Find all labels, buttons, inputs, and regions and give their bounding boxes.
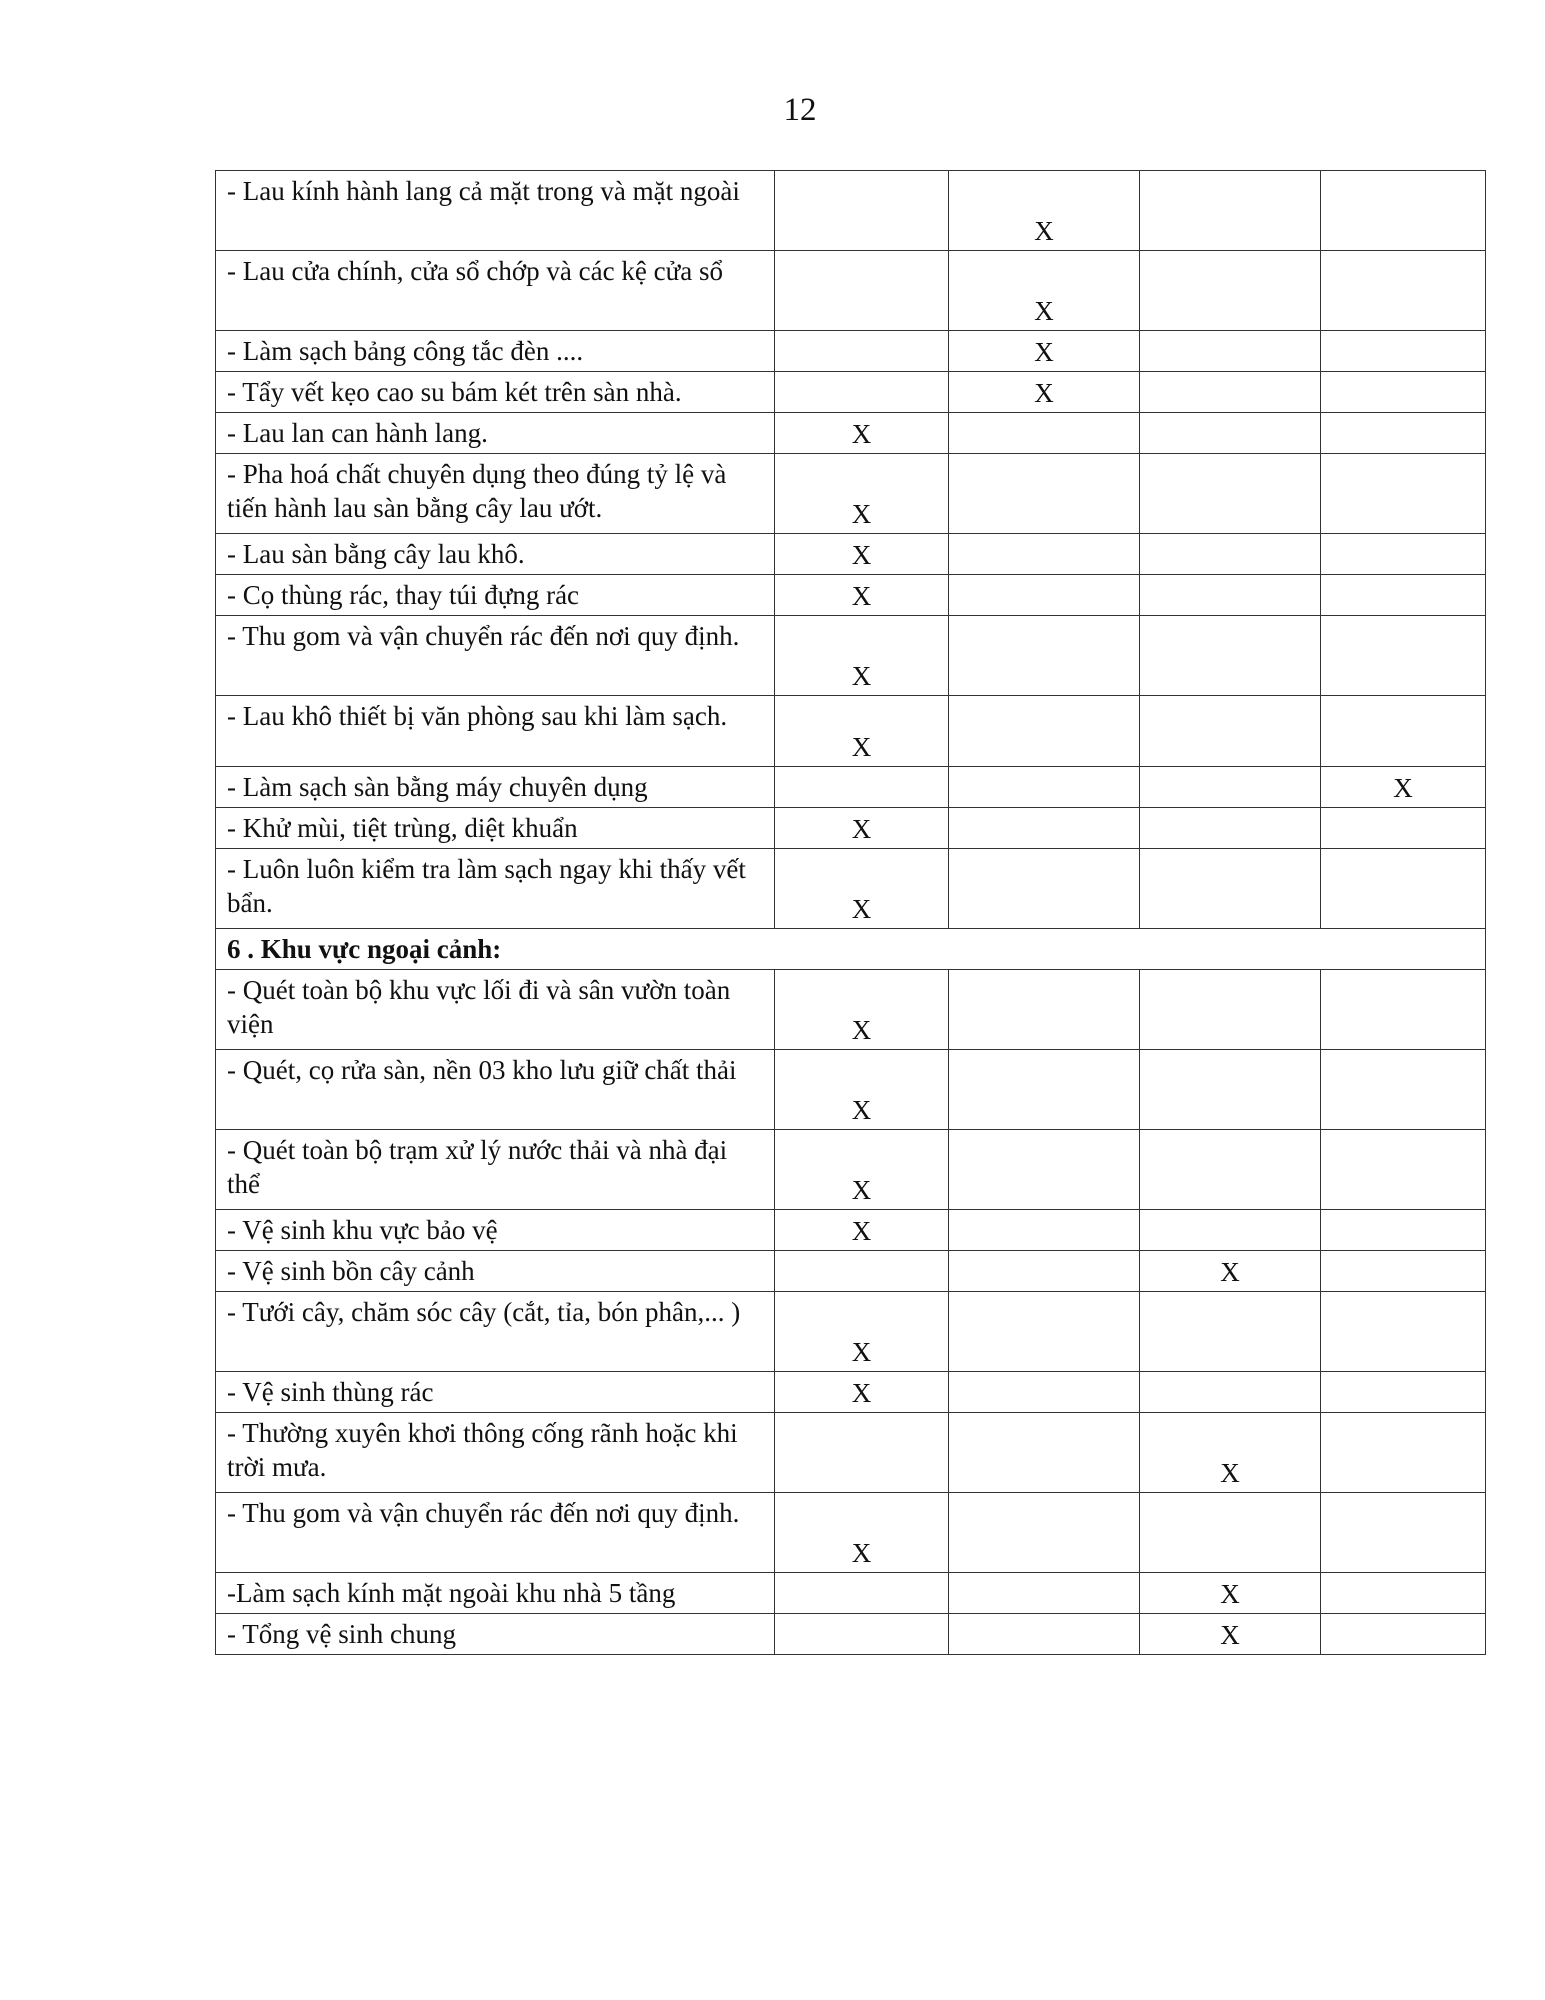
other-mark <box>1321 1292 1486 1372</box>
table-row <box>216 1251 1486 1292</box>
table-row <box>216 1372 1486 1413</box>
other-mark <box>1321 1372 1486 1413</box>
other-mark <box>1321 372 1486 413</box>
daily-mark: X <box>775 534 949 575</box>
table-row <box>216 696 1486 767</box>
task-cell: - Lau cửa chính, cửa sổ chớp và các kệ cửa sổ <box>216 251 775 331</box>
monthly-mark <box>1140 808 1321 849</box>
table-row <box>216 808 1486 849</box>
table-row <box>216 1130 1486 1210</box>
monthly-mark: X <box>1140 1413 1321 1493</box>
daily-mark: X <box>775 454 949 534</box>
daily-mark: X <box>775 808 949 849</box>
weekly-mark <box>949 1493 1140 1573</box>
table-row <box>216 849 1486 929</box>
other-mark <box>1321 1413 1486 1493</box>
daily-mark: X <box>775 413 949 454</box>
other-mark <box>1321 1050 1486 1130</box>
task-cell: - Thường xuyên khơi thông cống rãnh hoặc khi trời mưa. <box>216 1413 775 1493</box>
daily-mark <box>775 171 949 251</box>
daily-mark <box>775 767 949 808</box>
table-row <box>216 1614 1486 1655</box>
other-mark <box>1321 1210 1486 1251</box>
weekly-mark <box>949 1413 1140 1493</box>
other-mark <box>1321 1573 1486 1614</box>
weekly-mark: X <box>949 331 1140 372</box>
monthly-mark <box>1140 454 1321 534</box>
daily-mark: X <box>775 1050 949 1130</box>
task-cell: - Cọ thùng rác, thay túi đựng rác <box>216 575 775 616</box>
weekly-mark <box>949 616 1140 696</box>
table-row <box>216 575 1486 616</box>
daily-mark <box>775 251 949 331</box>
other-mark <box>1321 413 1486 454</box>
table-row <box>216 1050 1486 1130</box>
task-cell: - Tưới cây, chăm sóc cây (cắt, tỉa, bón phân,... ) <box>216 1292 775 1372</box>
daily-mark <box>775 1573 949 1614</box>
other-mark <box>1321 1130 1486 1210</box>
task-cell: - Lau khô thiết bị văn phòng sau khi làm sạch. <box>216 696 775 767</box>
table-row <box>216 251 1486 331</box>
task-cell: - Luôn luôn kiểm tra làm sạch ngay khi thấy vết bẩn. <box>216 849 775 929</box>
weekly-mark: X <box>949 372 1140 413</box>
task-cell: - Quét toàn bộ khu vực lối đi và sân vườn toàn viện <box>216 970 775 1050</box>
weekly-mark <box>949 1050 1140 1130</box>
other-mark <box>1321 534 1486 575</box>
weekly-mark <box>949 1372 1140 1413</box>
other-mark <box>1321 575 1486 616</box>
weekly-mark <box>949 1614 1140 1655</box>
monthly-mark: X <box>1140 1573 1321 1614</box>
daily-mark: X <box>775 970 949 1050</box>
table-row <box>216 1292 1486 1372</box>
monthly-mark <box>1140 970 1321 1050</box>
monthly-mark <box>1140 1372 1321 1413</box>
weekly-mark <box>949 413 1140 454</box>
daily-mark <box>775 331 949 372</box>
task-cell: - Lau sàn bằng cây lau khô. <box>216 534 775 575</box>
other-mark <box>1321 696 1486 767</box>
other-mark <box>1321 970 1486 1050</box>
other-mark <box>1321 808 1486 849</box>
weekly-mark <box>949 534 1140 575</box>
cleaning-schedule-table <box>215 170 1486 1655</box>
monthly-mark <box>1140 1493 1321 1573</box>
task-cell: - Lau lan can hành lang. <box>216 413 775 454</box>
task-cell: - Lau kính hành lang cả mặt trong và mặt ngoài <box>216 171 775 251</box>
monthly-mark <box>1140 616 1321 696</box>
monthly-mark <box>1140 413 1321 454</box>
monthly-mark <box>1140 849 1321 929</box>
other-mark <box>1321 454 1486 534</box>
other-mark <box>1321 1614 1486 1655</box>
daily-mark: X <box>775 1210 949 1251</box>
section-header-row <box>216 929 1486 970</box>
weekly-mark <box>949 1573 1140 1614</box>
weekly-mark: X <box>949 251 1140 331</box>
other-mark <box>1321 1493 1486 1573</box>
table-row <box>216 331 1486 372</box>
task-cell: - Quét, cọ rửa sàn, nền 03 kho lưu giữ chất thải <box>216 1050 775 1130</box>
monthly-mark: X <box>1140 1614 1321 1655</box>
weekly-mark <box>949 1210 1140 1251</box>
monthly-mark: X <box>1140 1251 1321 1292</box>
weekly-mark <box>949 1251 1140 1292</box>
section-title: 6 . Khu vực ngoại cảnh: <box>216 929 1486 970</box>
weekly-mark <box>949 970 1140 1050</box>
monthly-mark <box>1140 696 1321 767</box>
other-mark <box>1321 171 1486 251</box>
task-cell: - Làm sạch bảng công tắc đèn .... <box>216 331 775 372</box>
other-mark <box>1321 849 1486 929</box>
other-mark <box>1321 1251 1486 1292</box>
daily-mark: X <box>775 616 949 696</box>
table-row <box>216 413 1486 454</box>
weekly-mark <box>949 767 1140 808</box>
monthly-mark <box>1140 767 1321 808</box>
other-mark <box>1321 331 1486 372</box>
weekly-mark <box>949 454 1140 534</box>
task-cell: - Thu gom và vận chuyển rác đến nơi quy định. <box>216 1493 775 1573</box>
daily-mark: X <box>775 696 949 767</box>
task-cell: - Quét toàn bộ trạm xử lý nước thải và nhà đại thể <box>216 1130 775 1210</box>
daily-mark: X <box>775 575 949 616</box>
table-row <box>216 1493 1486 1573</box>
table-row <box>216 372 1486 413</box>
table-row <box>216 1573 1486 1614</box>
weekly-mark <box>949 575 1140 616</box>
daily-mark: X <box>775 849 949 929</box>
monthly-mark <box>1140 1050 1321 1130</box>
page-number: 12 <box>783 92 817 128</box>
weekly-mark: X <box>949 171 1140 251</box>
weekly-mark <box>949 808 1140 849</box>
daily-mark: X <box>775 1292 949 1372</box>
weekly-mark <box>949 849 1140 929</box>
task-cell: - Vệ sinh bồn cây cảnh <box>216 1251 775 1292</box>
monthly-mark <box>1140 1130 1321 1210</box>
task-cell: - Vệ sinh khu vực bảo vệ <box>216 1210 775 1251</box>
table-row <box>216 767 1486 808</box>
table-row <box>216 970 1486 1050</box>
daily-mark: X <box>775 1493 949 1573</box>
task-cell: - Khử mùi, tiệt trùng, diệt khuẩn <box>216 808 775 849</box>
table-row <box>216 171 1486 251</box>
monthly-mark <box>1140 575 1321 616</box>
table-row <box>216 1413 1486 1493</box>
monthly-mark <box>1140 372 1321 413</box>
task-cell: - Pha hoá chất chuyên dụng theo đúng tỷ lệ và tiến hành lau sàn bằng cây lau ướt. <box>216 454 775 534</box>
monthly-mark <box>1140 251 1321 331</box>
monthly-mark <box>1140 1210 1321 1251</box>
other-mark: X <box>1321 767 1486 808</box>
table-row <box>216 454 1486 534</box>
daily-mark <box>775 1614 949 1655</box>
task-cell: - Làm sạch sàn bằng máy chuyên dụng <box>216 767 775 808</box>
daily-mark: X <box>775 1372 949 1413</box>
task-cell: - Vệ sinh thùng rác <box>216 1372 775 1413</box>
weekly-mark <box>949 1130 1140 1210</box>
other-mark <box>1321 616 1486 696</box>
monthly-mark <box>1140 171 1321 251</box>
monthly-mark <box>1140 1292 1321 1372</box>
table-row <box>216 534 1486 575</box>
daily-mark <box>775 372 949 413</box>
monthly-mark <box>1140 331 1321 372</box>
weekly-mark <box>949 696 1140 767</box>
task-cell: -Làm sạch kính mặt ngoài khu nhà 5 tầng <box>216 1573 775 1614</box>
weekly-mark <box>949 1292 1140 1372</box>
task-cell: - Thu gom và vận chuyển rác đến nơi quy định. <box>216 616 775 696</box>
table-row <box>216 1210 1486 1251</box>
table-row <box>216 616 1486 696</box>
daily-mark <box>775 1413 949 1493</box>
daily-mark: X <box>775 1130 949 1210</box>
other-mark <box>1321 251 1486 331</box>
monthly-mark <box>1140 534 1321 575</box>
task-cell: - Tổng vệ sinh chung <box>216 1614 775 1655</box>
daily-mark <box>775 1251 949 1292</box>
task-cell: - Tẩy vết kẹo cao su bám két trên sàn nhà. <box>216 372 775 413</box>
